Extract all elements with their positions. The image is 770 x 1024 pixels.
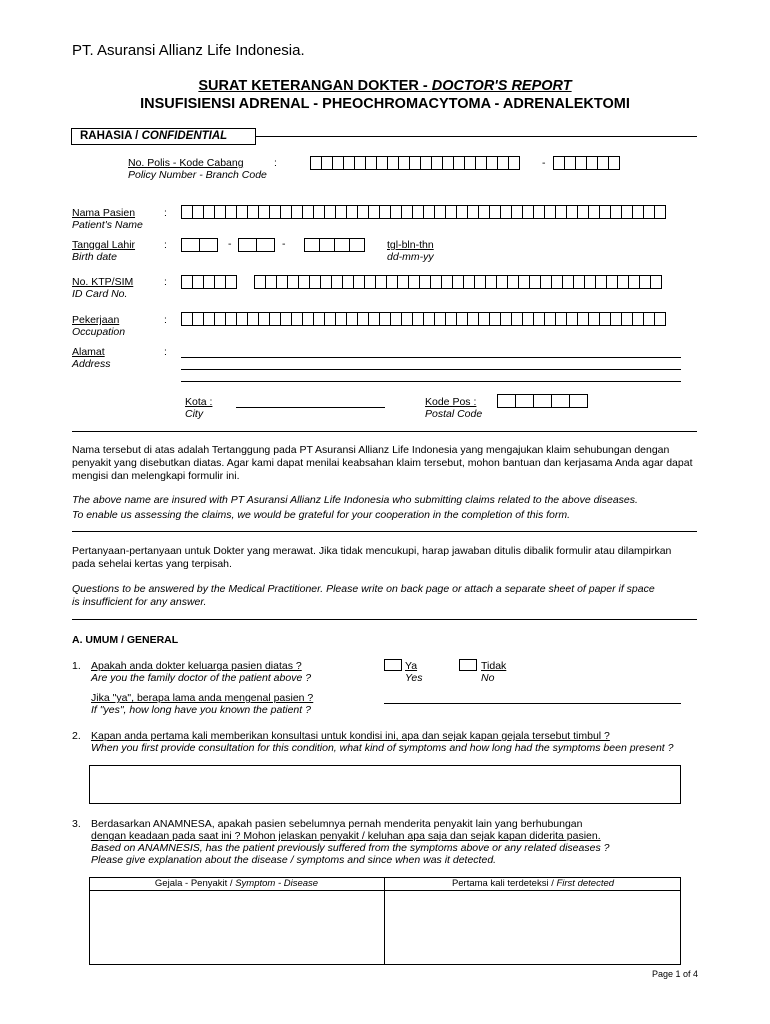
section-a-heading: A. UMUM / GENERAL: [72, 634, 179, 646]
birth-year-boxes[interactable]: [304, 238, 364, 252]
symptom-cell[interactable]: [90, 891, 384, 964]
q1-number: 1.: [72, 660, 81, 672]
form-subtitle: INSUFISIENSI ADRENAL - PHEOCHROMACYTOMA - ADRENALEKTOMI: [140, 96, 630, 112]
column-header-symptom: Gejala - Penyakit / Symptom - Disease: [154, 878, 319, 889]
dash: -: [282, 238, 286, 250]
years-known-line[interactable]: [384, 703, 681, 704]
date-format-hint: tgl-bln-thn dd-mm-yy: [387, 239, 434, 263]
dash: -: [228, 238, 232, 250]
intro-paragraph-en-1: The above name are insured with PT Asuransi Allianz Life Indonesia who submitting claims related to the above diseases.: [72, 494, 638, 506]
no-label: Tidak No: [481, 660, 507, 684]
question-1: Apakah anda dokter keluarga pasien diatas ? Are you the family doctor of the patient above ?: [91, 660, 312, 684]
question-2-answer-box[interactable]: [89, 765, 681, 804]
divider: [72, 431, 697, 432]
instructions-id: Pertanyaan-pertanyaan untuk Dokter yang merawat. Jika tidak mencukupi, harap jawaban ditulis dibalik formulir atau dilampirkan pada sehelai kertas yang terpisah.: [72, 545, 672, 570]
policy-number-boxes[interactable]: [310, 156, 519, 170]
column-header-first-detected: Pertama kali terdeteksi / First detected: [451, 878, 615, 889]
birth-day-boxes[interactable]: [181, 238, 217, 252]
occupation-boxes[interactable]: [181, 312, 665, 326]
occupation-label: Pekerjaan Occupation: [72, 314, 126, 338]
address-line-2[interactable]: [181, 369, 681, 370]
birth-month-boxes[interactable]: [238, 238, 274, 252]
policy-label: No. Polis - Kode Cabang Policy Number - Branch Code: [128, 157, 267, 181]
patient-name-label: Nama Pasien Patient's Name: [72, 207, 143, 231]
intro-paragraph-en-2: To enable us assessing the claims, we would be grateful for your cooperation in the completion of this form.: [72, 509, 571, 521]
q3-number: 3.: [72, 818, 81, 830]
address-label: Alamat Address: [72, 346, 111, 370]
page-number: Page 1 of 4: [652, 969, 699, 979]
question-3: Berdasarkan ANAMNESA, apakah pasien sebelumnya pernah menderita penyakit lain yang berhubungan dengan keadaan pada saat ini ? Mohon jelaskan penyakit / keluhan apa saja dan sejak kapan diderita pasien. Based on ANAMNESIS, has the patient previously suffered from the symptoms above or any related diseases ? Please give explanation about the disease / symptoms and since when was it detected.: [91, 818, 610, 866]
colon: :: [164, 346, 167, 358]
intro-paragraph-id: Nama tersebut di atas adalah Tertanggung pada PT Asuransi Allianz Life Indonesia yang mengajukan klaim sehubungan dengan penyakit yang disebutkan diatas. Agar kami dapat menilai keabsahan klaim tersebut, mohon bantuan dan kerjasama Anda agar dapat mengisi dan melengkapi formulir ini.: [72, 444, 693, 482]
colon: :: [164, 207, 167, 219]
no-checkbox[interactable]: [459, 659, 477, 671]
id-card-boxes-2[interactable]: [254, 275, 661, 289]
header-divider: [256, 136, 697, 137]
company-name: PT. Asuransi Allianz Life Indonesia.: [72, 42, 305, 59]
policy-dash: -: [542, 157, 546, 169]
postal-code-boxes[interactable]: [497, 394, 587, 408]
question-1b: Jika "ya", berapa lama anda mengenal pasien ? If "yes", how long have you known the patient ?: [91, 692, 314, 716]
birth-date-label: Tanggal Lahir Birth date: [72, 239, 136, 263]
yes-checkbox[interactable]: [384, 659, 402, 671]
divider: [72, 619, 697, 620]
first-detected-cell[interactable]: [385, 891, 680, 964]
instructions-en: Questions to be answered by the Medical Practitioner. Please write on back page or attach a separate sheet of paper if space is insufficient for any answer.: [72, 583, 655, 608]
address-line-1[interactable]: [181, 357, 681, 358]
patient-name-boxes[interactable]: [181, 205, 665, 219]
postal-code-label: Kode Pos : Postal Code: [425, 396, 483, 420]
policy-colon: :: [274, 157, 277, 169]
city-line[interactable]: [236, 407, 385, 408]
city-label: Kota : City: [185, 396, 213, 420]
question-2: Kapan anda pertama kali memberikan konsultasi untuk kondisi ini, apa dan sejak kapan gejala tersebut timbul ? When you first provide consultation for this condition, what kind of symptoms and how long had the symptoms been present ?: [91, 730, 674, 754]
q2-number: 2.: [72, 730, 81, 742]
address-line-3[interactable]: [181, 381, 681, 382]
branch-code-boxes[interactable]: [553, 156, 619, 170]
colon: :: [164, 314, 167, 326]
form-title: SURAT KETERANGAN DOKTER - DOCTOR'S REPORT: [198, 78, 572, 94]
yes-label: Ya Yes: [405, 660, 423, 684]
id-card-boxes-1[interactable]: [181, 275, 236, 289]
divider: [72, 531, 697, 532]
id-card-label: No. KTP/SIM ID Card No.: [72, 276, 134, 300]
colon: :: [164, 239, 167, 251]
confidential-badge: RAHASIA / CONFIDENTIAL: [71, 128, 256, 145]
colon: :: [164, 276, 167, 288]
